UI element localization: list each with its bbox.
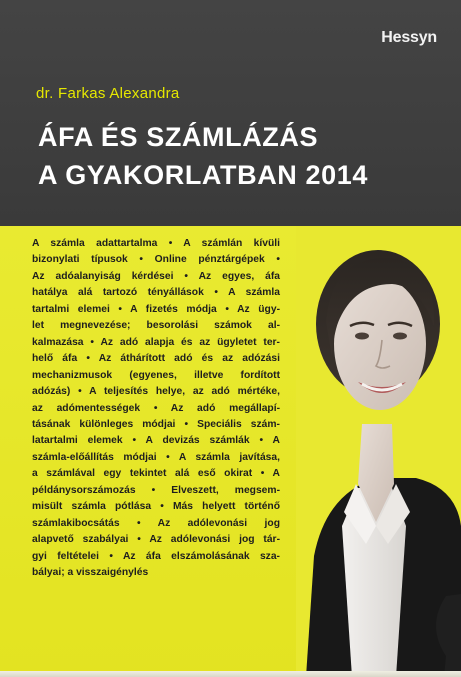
topic-line: számlakibocsátás • Az adólevonási jog [32, 517, 280, 529]
topic-line: gyi feltételei • Az áfa elszámolásának sza- [32, 550, 280, 562]
topic-line: alapvető szabályai • Az adólevonási jog tár- [32, 534, 280, 546]
topic-line: hatálya alá tartozó tényállások • A számla [32, 287, 280, 299]
topic-line: kalmazása • Az adó alapja és az ügyletet ter- [32, 336, 280, 348]
cover-bottom-edge [0, 671, 461, 677]
topic-line: latartalmi elemek • A devizás számlák • A [32, 435, 280, 447]
title-line: ÁFA ÉS SZÁMLÁZÁS [38, 122, 319, 152]
topic-line: a számlával egy tekintet alá eső okirat • A [32, 468, 280, 480]
cover-header-band [0, 0, 461, 226]
topic-line: bályai; a visszaigénylés [32, 567, 149, 579]
topic-line: számla-előállítás módjai • A számla javítása, [32, 451, 280, 463]
publisher-logo: Hessyn [381, 29, 437, 46]
topic-line: az adómentességek • Az adó megállapí- [32, 402, 280, 414]
author-name: dr. Farkas Alexandra [36, 85, 180, 102]
topic-line: mechanizmusok (egyenes, illetve fordított [32, 369, 280, 381]
topic-line: A számla adattartalma • A számlán kívüli [32, 238, 280, 249]
topic-line: tartalmi elemei • A fizetés módja • Az ügy- [32, 303, 280, 315]
topic-line: tásának különleges módjai • Speciális szám- [32, 418, 280, 430]
topic-line: Az adóalanyiság kérdései • Az egyes, áfa [32, 270, 280, 282]
author-photo [296, 226, 461, 677]
topic-line: bizonylati típusok • Online pénztárgépek • [32, 254, 280, 266]
topic-line: let megnevezése; besorolási számok al- [32, 320, 280, 332]
book-title [38, 118, 368, 194]
topic-line: helő áfa • Az áthárított adó és az adózási [32, 353, 280, 365]
title-line: A GYAKORLATBAN 2014 [38, 160, 368, 190]
topic-line: adózás) • A teljesítés helye, az adó mértéke, [32, 386, 280, 398]
topic-line: misült számla pótlása • Más helyett történő [32, 501, 280, 513]
topics-blurb [32, 236, 280, 582]
topic-line: példánysorszámozás • Elveszett, megsem- [32, 484, 280, 496]
